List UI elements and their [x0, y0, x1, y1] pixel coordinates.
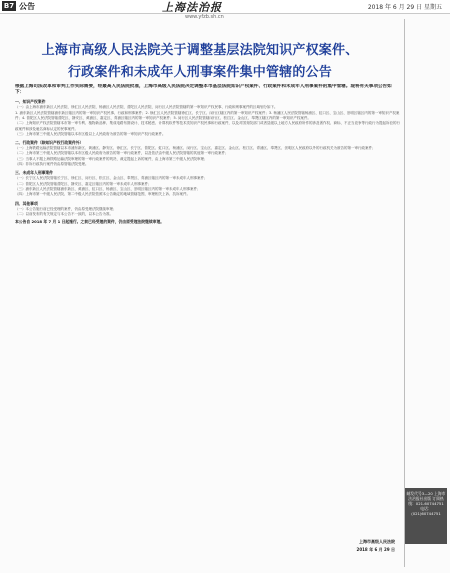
signature-org: 上海市高级人民法院 [359, 539, 395, 544]
section-heading: 一、知识产权案件 [15, 99, 46, 105]
notice-title-line-1: 上海市高级人民法院关于调整基层法院知识产权案件、 [41, 43, 359, 58]
section-heading: 二、行政案件（除知识产权行政案件外） [15, 140, 84, 146]
section-paragraph: （二）上海知识产权法院管辖本市第一审专利、植物新品种、集成电路布图设计、技术秘密、计算机软件等技术类知识产权民事和行政案件，以及对国务院部门或者县级以上地方人民政府所作的涉及著作权、商标、不正当竞争等行政行为提起诉讼的行政案件和涉及驰名商标认定的民事案件。 [15, 121, 400, 131]
section-paragraph: （二）以前发布的有关规定与本公告不一致的，以本公告为准。 [15, 211, 113, 216]
section-paragraph: （二）上海市第三中级人民法院管辖以本市区级人民政府为被告的第一审行政案件，以及依法由中级人民法院管辖的其他第一审行政案件； [15, 151, 229, 156]
section-paragraph: （一）长宁区人民法院管辖长宁区、徐汇区、闵行区、松江区、金山区、奉贤区、青浦区辖区内的第一审未成年人刑事案件； [15, 176, 208, 181]
section-paragraph: （三）上海市第三中级人民法院管辖以本市区级以上人民政府为被告的第一审知识产权行政案件。 [15, 131, 166, 136]
section-paragraph: （一）由上海市浦东新区人民法院、徐汇区人民法院、杨浦区人民法院、普陀区人民法院、闵行区人民法院管辖的第一审知识产权民事、行政和刑事案件的区域划分如下。 [15, 105, 278, 110]
right-sidebar [404, 19, 449, 567]
notice-body [15, 84, 400, 520]
effective-date-note: 本公告自 2018 年 7 月 1 日起施行。之前已经受理的案件，仍由原受理法院继续审理。 [15, 219, 165, 225]
masthead-title: 上海法治报 [162, 1, 222, 14]
section-administrative [15, 140, 400, 167]
section-ip [15, 99, 400, 137]
section-paragraph: （四）非诉行政执行案件仍由原管辖法院受理。 [15, 162, 89, 167]
sidebar-ad-box: 邮发代号3—20 上海市法治报社出版 订阅热线：021-60744751 电话：(021)60744751 [405, 488, 447, 544]
section-heading: 三、未成年人刑事案件 [15, 170, 53, 176]
signature-date: 2018 年 6 月 29 日 [356, 547, 395, 552]
section-paragraph: （二）普陀区人民法院管辖普陀区、静安区、嘉定区辖区内的第一审未成年人刑事案件； [15, 181, 152, 186]
section-paragraph: （三）当事人不服上海铁路运输法院审理的第一审行政案件的判决、裁定提起上诉的案件，由上海市第三中级人民法院审理； [15, 156, 208, 161]
section-paragraph: （一）上海铁路运输法院管辖以本市浦东新区、黄浦区、静安区、徐汇区、长宁区、普陀区、虹口区、杨浦区、闵行区、宝山区、嘉定区、金山区、松江区、青浦区、奉贤区、崇明区人民政府以外的行政机关为被告的第一审行政案件； [15, 146, 376, 151]
section-label: 公告 [19, 2, 35, 11]
section-juvenile [15, 170, 400, 197]
issue-date: 2018 年 6 月 29 日 星期五 [367, 4, 442, 11]
notice-title-line-2: 行政案件和未成年人刑事案件集中管辖的公告 [67, 65, 332, 80]
section-paragraph: （三）浦东新区人民法院管辖浦东新区、黄浦区、虹口区、杨浦区、宝山区、崇明区辖区内的第一审未成年人刑事案件； [15, 186, 201, 191]
section-paragraph: 1. 浦东新区人民法院管辖浦东新区辖区内的第一审知识产权民事、行政和刑事案件；2. 徐汇区人民法院管辖徐汇区、长宁区、闵行区辖区内的第一审知识产权案件；3. 杨浦区人民法院管辖杨浦区、虹口区、宝山区、崇明区辖区内的第一审知识产权案件；4. 普陀区人民法院管辖普陀区、静安区、黄浦区、嘉定区、青浦区辖区内的第一审知识产权案件；5. 闵行区人民法院管辖闵行区、松江区、金山区、奉贤区辖区内的第一审知识产权案件。 [15, 110, 400, 120]
section-heading: 四、其他事项 [15, 200, 38, 206]
section-paragraph: （四）上海市第一中级人民法院、第二中级人民法院依照本公告确定的地域管辖范围，审理相关上诉、抗诉案件。 [15, 192, 190, 197]
page-header [0, 0, 450, 14]
page-number-badge: B7 [3, 2, 15, 10]
notice-lead: 根据上海司法改革和审判工作实际需要，经最高人民法院批准，上海市高级人民法院决定调整本市基层法院知识产权案件、行政案件和未成年人刑事案件的集中管辖。现将有关事项公告如下： [15, 84, 392, 96]
website-url: www.yfzb.sh.cn [185, 14, 224, 20]
section-paragraph: （一）本公告施行前已经受理的案件，仍由原受理法院继续审理； [15, 206, 117, 211]
section-other [15, 201, 400, 218]
